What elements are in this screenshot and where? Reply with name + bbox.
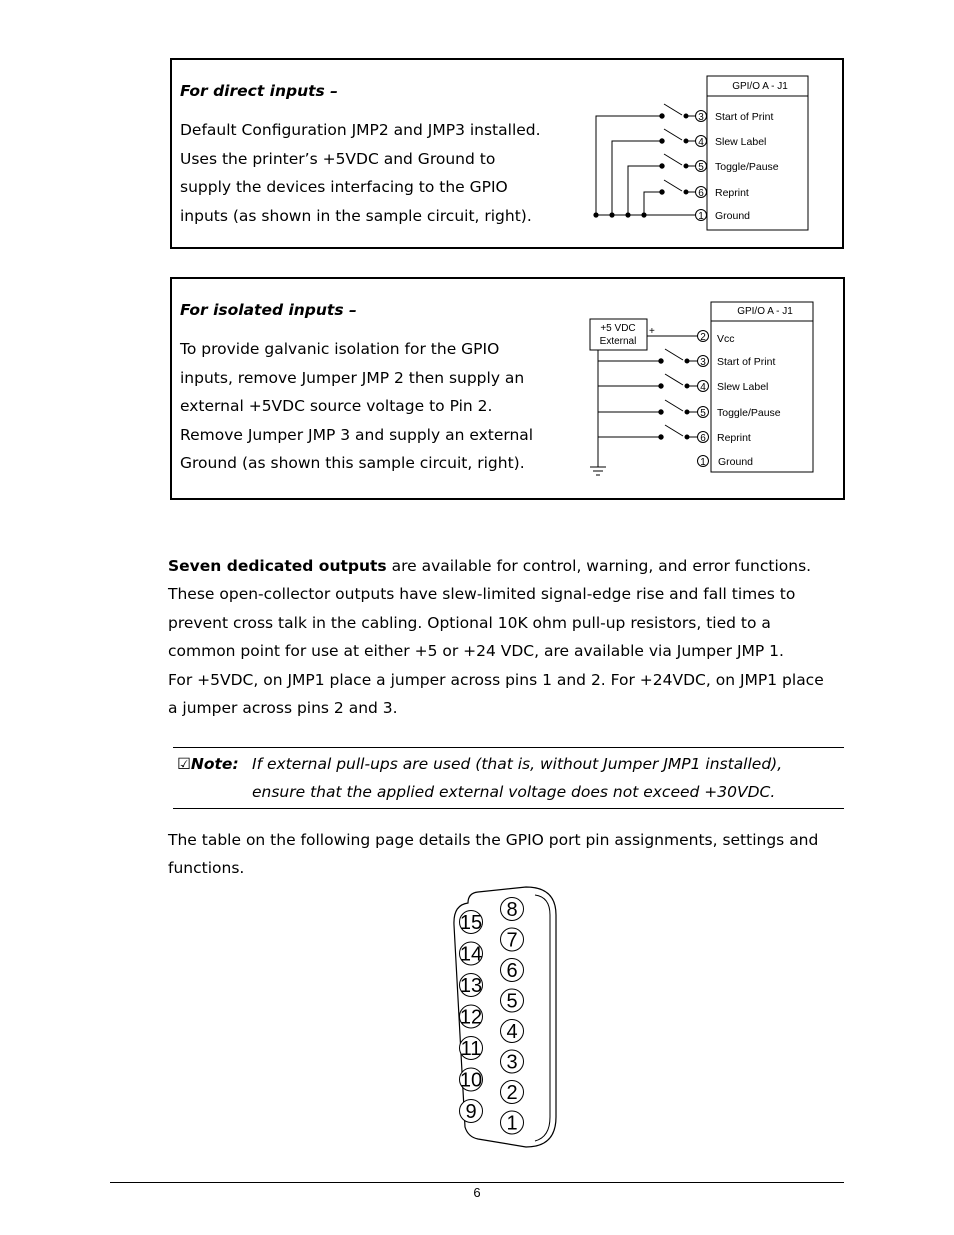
pin-number: 1 [698, 211, 704, 222]
note-callout [173, 747, 844, 809]
outputs-bold-lead: Seven dedicated outputs [168, 557, 387, 575]
direct-inputs-line: supply the devices interfacing to the GPIO [180, 178, 508, 196]
connector-pin-number: 14 [459, 943, 483, 966]
pin-label: Start of Print [715, 111, 774, 123]
connector-pin-number: 9 [465, 1101, 477, 1123]
isolated-inputs-circuit-diagram [585, 299, 820, 484]
isolated-inputs-line: To provide galvanic isolation for the GPIO [180, 340, 500, 358]
pin-number: 6 [700, 433, 706, 444]
isolated-inputs-text [180, 335, 560, 478]
source-label-2: External [599, 336, 637, 347]
outputs-line: prevent cross talk in the cabling. Optional 10K ohm pull-up resistors, tied to a [168, 613, 771, 632]
pin-label: Slew Label [717, 381, 769, 393]
note-line: ensure that the applied external voltage does not exceed +30VDC. [252, 783, 776, 801]
isolated-inputs-line: Remove Jumper JMP 3 and supply an external [180, 425, 534, 444]
pin-number: 4 [700, 382, 706, 393]
direct-inputs-line: Uses the printer’s +5VDC and Ground to [180, 149, 496, 168]
pin-label: Vcc [717, 333, 735, 345]
pin-row-toggle-pause [698, 407, 781, 420]
pin-number: 4 [698, 137, 704, 148]
connector-pin-number: 11 [460, 1038, 482, 1060]
direct-inputs-circuit-diagram [590, 75, 815, 235]
outputs-line-1-rest: are available for control, warning, and error functions. [386, 557, 812, 575]
wiring [598, 350, 661, 467]
pin-label: Toggle/Pause [717, 407, 781, 419]
direct-inputs-title: For direct inputs – [180, 82, 338, 100]
pin-row-ground [696, 210, 751, 223]
connector-pin-number: 6 [506, 960, 518, 982]
j1-header: GPI/O A - J1 [732, 81, 788, 92]
direct-inputs-text [180, 116, 560, 230]
pin-label: Start of Print [717, 356, 776, 368]
pin-number: 6 [698, 188, 704, 199]
pin-number: 1 [700, 457, 706, 468]
connector-pin-number: 3 [506, 1051, 518, 1074]
pin-row-slew-label [696, 136, 767, 149]
outputs-line: common point for use at either +5 or +24 VDC, are available via Jumper JMP 1. [168, 642, 784, 661]
direct-inputs-line: inputs (as shown in the sample circuit, right). [180, 206, 532, 225]
pin-label: Ground [715, 210, 751, 222]
pin-label: Toggle/Pause [715, 161, 779, 173]
plus-sign: + [649, 326, 655, 337]
connector-pin-number: 8 [506, 899, 518, 921]
pin-number: 2 [700, 332, 706, 343]
outputs-line: These open-collector outputs have slew-limited signal-edge rise and fall times to [168, 585, 796, 604]
pin-row-vcc [698, 331, 735, 346]
db15-connector-diagram [450, 885, 560, 1154]
pin-label: Reprint [717, 432, 751, 444]
pin-number: 3 [698, 112, 704, 123]
pin-row-slew-label [698, 381, 769, 394]
connector-pin-number: 7 [506, 929, 518, 952]
pin-row-start-of-print [698, 356, 776, 369]
pin-row-reprint [698, 432, 751, 445]
outputs-paragraph [168, 552, 848, 722]
outputs-line: a jumper across pins 2 and 3. [168, 699, 398, 718]
j1-header: GPI/O A - J1 [737, 306, 793, 317]
table-intro-paragraph [168, 826, 818, 883]
direct-inputs-line: Default Configuration JMP2 and JMP3 installed. [180, 121, 541, 139]
isolated-inputs-title: For isolated inputs – [180, 301, 357, 319]
ground-icon [590, 467, 606, 475]
pin-label: Ground [718, 456, 754, 468]
outputs-line: For +5VDC, on JMP1 place a jumper across pins 1 and 2. For +24VDC, on JMP1 place [168, 670, 824, 689]
isolated-inputs-line: Ground (as shown this sample circuit, right). [180, 454, 525, 472]
note-label-text: Note: [190, 755, 239, 773]
note-label [177, 750, 239, 778]
switch-icon [660, 104, 695, 194]
connector-pin-number: 12 [459, 1006, 483, 1029]
source-label-1: +5 VDC [600, 323, 636, 334]
pin-row-ground [698, 456, 754, 469]
connector-pin-number: 15 [459, 912, 483, 934]
connector-pin-number: 2 [506, 1082, 518, 1104]
pin-row-reprint [696, 187, 749, 200]
pin-number: 3 [700, 357, 706, 368]
switch-icon [659, 349, 697, 439]
page-number: 6 [473, 1185, 481, 1200]
pin-label: Slew Label [715, 136, 767, 148]
note-text [252, 750, 782, 806]
outputs-line-1 [168, 552, 848, 580]
checkbox-icon: ☑ [177, 755, 191, 773]
j1-connector-block [707, 76, 808, 230]
table-intro-line: The table on the following page details the GPIO port pin assignments, settings and [168, 831, 819, 849]
pin-number: 5 [698, 162, 704, 173]
connector-pin-number: 5 [506, 990, 518, 1013]
table-intro-line: functions. [168, 859, 245, 878]
pin-row-toggle-pause [696, 161, 779, 174]
pin-number: 5 [700, 408, 706, 419]
connector-pin-number: 10 [459, 1069, 483, 1092]
note-line: If external pull-ups are used (that is, without Jumper JMP1 installed), [252, 755, 783, 773]
footer-rule [110, 1182, 844, 1183]
pin-label: Reprint [715, 187, 749, 199]
connector-pin-number: 4 [506, 1021, 518, 1043]
isolated-inputs-line: inputs, remove Jumper JMP 2 then supply an [180, 368, 525, 387]
wiring [594, 116, 695, 215]
isolated-inputs-line: external +5VDC source voltage to Pin 2. [180, 397, 493, 415]
connector-pin-number: 13 [459, 975, 483, 997]
connector-pin-number: 1 [506, 1112, 518, 1135]
